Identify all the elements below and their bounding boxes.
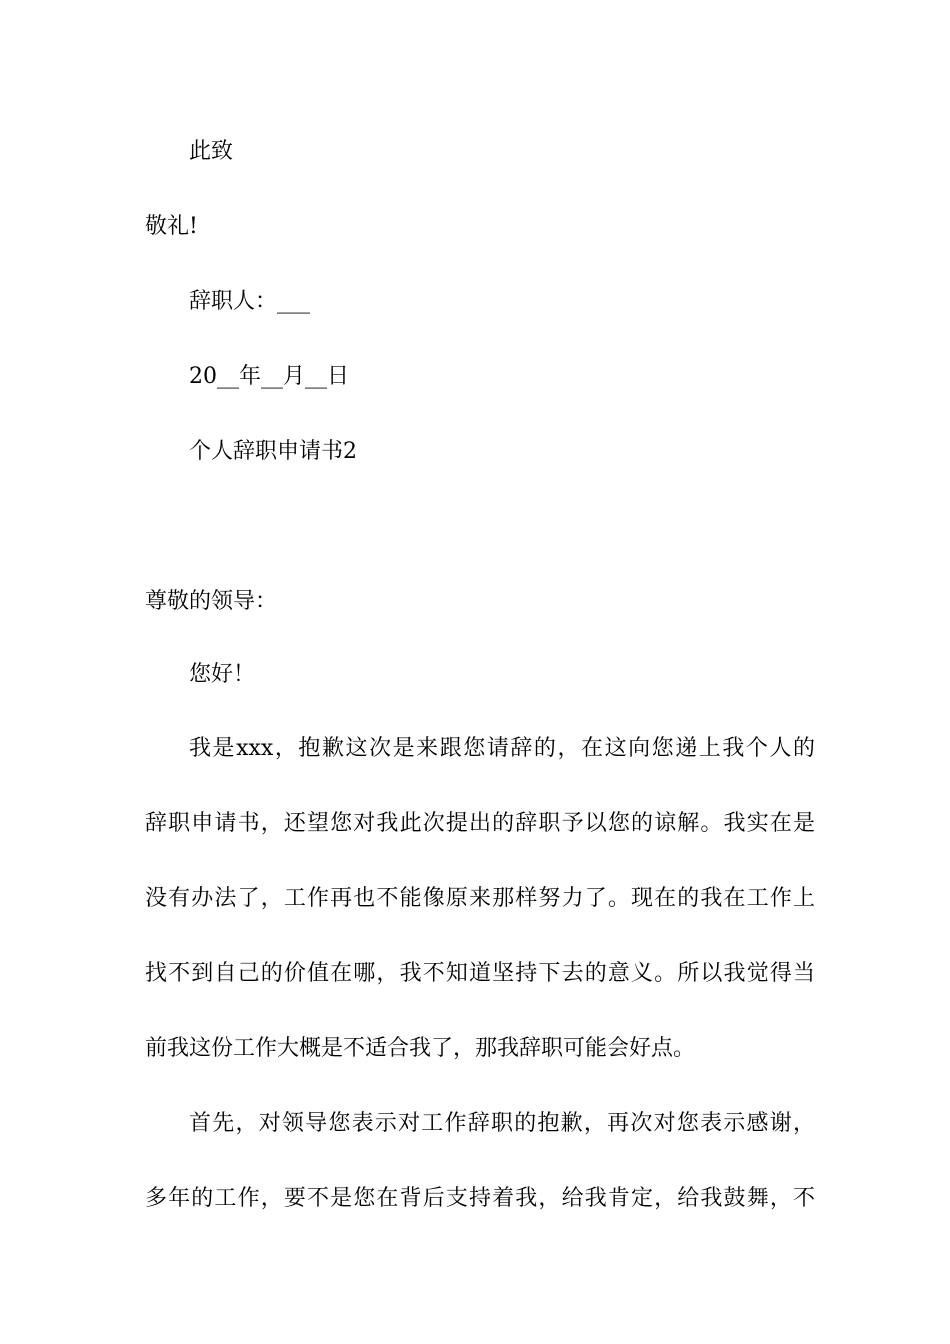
- signer-line: 辞职人：___: [189, 289, 311, 314]
- paragraph-line: 前我这份工作大概是不适合我了，那我辞职可能会好点。: [145, 1036, 696, 1061]
- closing-jingli: 敬礼!: [145, 214, 198, 239]
- paragraph-line: 首先，对领导您表示对工作辞职的抱歉，再次对您表示感谢，: [189, 1111, 815, 1136]
- date-line: 20__年__月__日: [189, 364, 349, 389]
- greeting: 您好！: [189, 662, 256, 687]
- closing-cizhi: 此致: [189, 139, 234, 164]
- paragraph-line: 找不到自己的价值在哪，我不知道坚持下去的意义。所以我觉得当: [145, 961, 815, 986]
- paragraph-line: 没有办法了，工作再也不能像原来那样努力了。现在的我在工作上: [145, 886, 815, 911]
- section-heading: 个人辞职申请书2: [189, 439, 357, 464]
- paragraph-line: 多年的工作，要不是您在背后支持着我，给我肯定，给我鼓舞，不: [145, 1186, 815, 1211]
- paragraph-line: 辞职申请书，还望您对我此次提出的辞职予以您的谅解。我实在是: [145, 811, 815, 836]
- paragraph-line: 我是xxx，抱歉这次是来跟您请辞的，在这向您递上我个人的: [189, 736, 815, 761]
- salutation: 尊敬的领导：: [145, 589, 278, 614]
